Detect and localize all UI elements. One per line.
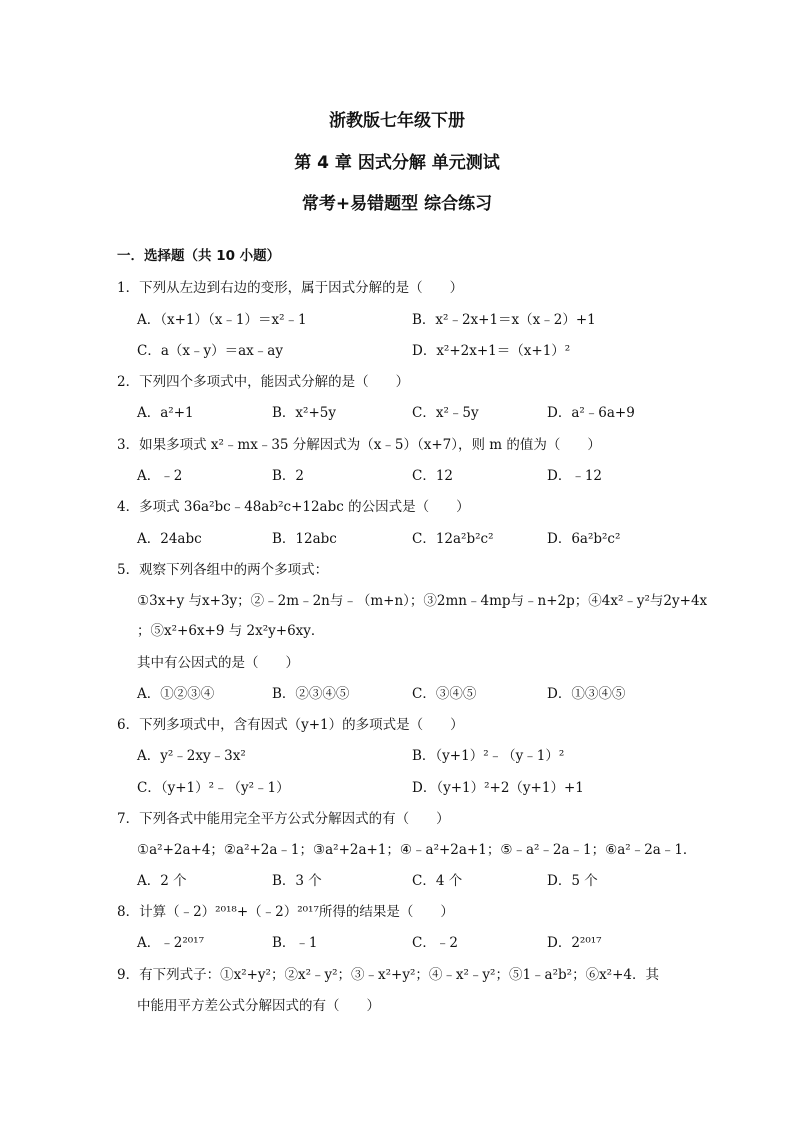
question-3-stem: 3．如果多项式 x²﹣mx﹣35 分解因式为（x﹣5）（x+7），则 m 的值为（ ）: [117, 437, 601, 453]
title-subtitle: 常考+易错题型 综合练习: [301, 194, 493, 214]
question-5-option-a: A．①②③④: [137, 686, 215, 702]
title-textbook: 浙教版七年级下册: [329, 111, 465, 131]
question-9-line-2: 中能用平方差公式分解因式的有（ ）: [137, 998, 380, 1014]
question-4-option-d: D．6a²b²c²: [547, 531, 621, 547]
question-5-option-c: C．③④⑤: [412, 686, 477, 702]
question-6-stem: 6．下列多项式中，含有因式（y+1）的多项式是（ ）: [117, 717, 464, 733]
question-5-option-b: B．②③④⑤: [272, 686, 350, 702]
question-3-option-a: A．﹣2: [137, 468, 183, 484]
question-1-option-c: C．a（x﹣y）＝ax﹣ay: [137, 343, 283, 359]
question-9-stem: 9．有下列式子：①x²+y²；②x²﹣y²；③﹣x²+y²；④﹣x²﹣y²；⑤1﹣a²b²；⑥x²+4．其: [117, 967, 659, 983]
question-1-option-b: B．x²﹣2x+1＝x（x﹣2）+1: [412, 312, 596, 328]
question-8-option-d: D．2²⁰¹⁷: [547, 935, 602, 951]
question-1-stem: 1．下列从左边到右边的变形，属于因式分解的是（ ）: [117, 280, 464, 296]
question-1-option-a: A．（x+1）（x﹣1）＝x²﹣1: [137, 312, 307, 328]
question-2-option-c: C．x²﹣5y: [412, 405, 479, 421]
question-7-option-c: C．4 个: [412, 873, 463, 889]
question-5-line-2: ①3x+y 与x+3y；②﹣2m﹣2n与﹣（m+n）；③2mn﹣4mp与﹣n+2p；④4x²﹣y²与2y+4x: [137, 593, 708, 609]
question-4-option-c: C．12a²b²c²: [412, 531, 494, 547]
question-6-option-d: D．（y+1）²+2（y+1）+1: [412, 780, 584, 796]
question-8-option-b: B．﹣1: [272, 935, 318, 951]
question-7-stem: 7．下列各式中能用完全平方公式分解因式的有（ ）: [117, 811, 450, 827]
question-8-option-a: A．﹣2²⁰¹⁷: [137, 935, 204, 951]
question-7-line-2: ①a²+2a+4；②a²+2a﹣1；③a²+2a+1；④﹣a²+2a+1；⑤﹣a²﹣2a﹣1；⑥a²﹣2a﹣1．: [137, 842, 697, 858]
question-3-option-b: B．2: [272, 468, 305, 484]
question-8-stem: 8．计算（﹣2）²⁰¹⁸+（﹣2）²⁰¹⁷所得的结果是（ ）: [117, 904, 454, 920]
question-3-option-d: D．﹣12: [547, 468, 603, 484]
question-7-option-a: A．2 个: [137, 873, 187, 889]
title-chapter: 第 4 章 因式分解 单元测试: [294, 153, 500, 173]
question-1-option-d: D．x²+2x+1＝（x+1）²: [412, 343, 571, 359]
question-6-option-c: C．（y+1）²﹣（y²﹣1）: [137, 780, 290, 796]
question-5-line-4: 其中有公因式的是（ ）: [137, 655, 299, 671]
question-4-stem: 4．多项式 36a²bc﹣48ab²c+12abc 的公因式是（ ）: [117, 499, 470, 515]
question-2-option-a: A．a²+1: [137, 405, 194, 421]
question-6-option-b: B．（y+1）²﹣（y﹣1）²: [412, 748, 565, 764]
question-4-option-b: B．12abc: [272, 531, 337, 547]
section-heading: 一．选择题（共 10 小题）: [117, 248, 281, 264]
question-2-stem: 2．下列四个多项式中，能因式分解的是（ ）: [117, 374, 410, 390]
question-2-option-b: B．x²+5y: [272, 405, 336, 421]
question-5-line-3: ；⑤x²+6x+9 与 2x²y+6xy．: [137, 623, 325, 639]
question-5-option-d: D．①③④⑤: [547, 686, 626, 702]
question-8-option-c: C．﹣2: [412, 935, 458, 951]
question-2-option-d: D．a²﹣6a+9: [547, 405, 635, 421]
question-4-option-a: A．24abc: [137, 531, 202, 547]
question-6-option-a: A．y²﹣2xy﹣3x²: [137, 748, 246, 764]
question-7-option-b: B．3 个: [272, 873, 322, 889]
question-5-stem: 5．观察下列各组中的两个多项式：: [117, 562, 329, 578]
question-3-option-c: C．12: [412, 468, 454, 484]
question-7-option-d: D．5 个: [547, 873, 598, 889]
